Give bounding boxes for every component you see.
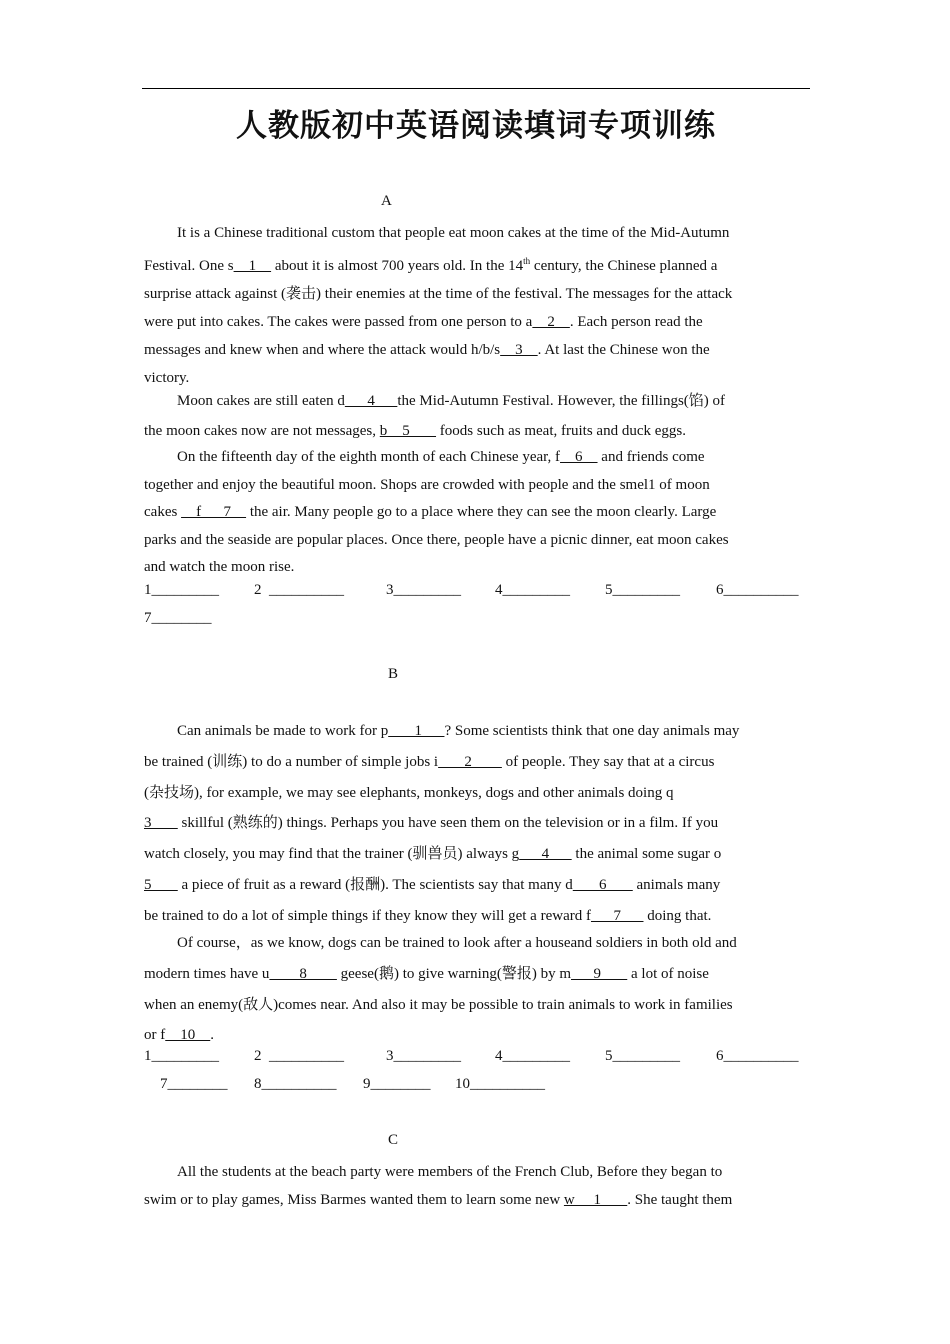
section-b-answer-lines xyxy=(144,1048,808,1098)
blank-c1: w 1 xyxy=(563,1192,628,1208)
text-line: be trained (训练) to do a number of simple jobs i 2 of people. They say that at a circus xyxy=(144,753,715,770)
blank-a6: 6 xyxy=(560,449,598,465)
blank-b7: 7 xyxy=(590,907,644,924)
text-line: swim or to play games, Miss Barmes wanted them to learn some new w 1 . She taught them xyxy=(144,1192,733,1208)
text-line: watch closely, you may find that the trainer (驯兽员) always g 4 the animal some sugar o xyxy=(144,846,722,863)
answer-line[interactable]: 2 __________ xyxy=(254,1048,344,1064)
section-b-heading: B xyxy=(388,666,399,682)
text-line: 3 skillful (熟练的) things. Perhaps you have seen them on the television or in a film. If you xyxy=(144,815,719,832)
answer-line[interactable]: 8__________ xyxy=(254,1076,337,1092)
answer-line[interactable]: 9________ xyxy=(363,1076,431,1092)
answer-line[interactable]: 6__________ xyxy=(716,1048,799,1064)
text-line: parks and the seaside are popular places. Once there, people have a picnic dinner, eat moon cakes xyxy=(144,531,729,548)
answer-line[interactable]: 4_________ xyxy=(495,582,570,598)
blank-b4: 4 xyxy=(519,846,572,863)
answer-line[interactable]: 7________ xyxy=(160,1076,228,1092)
section-b-paragraph-2 xyxy=(144,928,814,1051)
text-line: Moon cakes are still eaten d 4 the Mid-Autumn Festival. However, the fillings(馅) of xyxy=(177,393,726,409)
text-line: be trained to do a lot of simple things if they know they will get a reward f 7 doing that. xyxy=(144,907,712,924)
blank-b9: 9 xyxy=(571,965,628,982)
text-line: (杂技场), for example, we may see elephants, monkeys, dogs and other animals doing q xyxy=(144,784,674,801)
section-a-paragraph-1 xyxy=(144,219,808,392)
text-line: when an enemy(敌人)comes near. And also it may be possible to train animals to work in families xyxy=(144,996,733,1013)
text-line: together and enjoy the beautiful moon. Shops are crowded with people and the smel1 of moon xyxy=(144,476,710,493)
text-line: Of course，as we know, dogs can be trained to look after a houseand soldiers in both old and xyxy=(177,935,737,951)
blank-b5: 5 xyxy=(144,876,178,893)
text-line: cakes f 7 the air. Many people go to a place where they can see the moon clearly. Large xyxy=(144,504,717,520)
section-c-heading: C xyxy=(388,1132,399,1148)
blank-a7: f 7 xyxy=(181,504,247,520)
text-line: messages and knew when and where the attack would h/b/s 3 . At last the Chinese won the xyxy=(144,342,710,358)
section-a-paragraph-2 xyxy=(144,386,808,446)
blank-a5: b 5 xyxy=(379,423,437,439)
text-line: and watch the moon rise. xyxy=(144,559,295,575)
blank-a2: 2 xyxy=(532,314,570,330)
blank-b3: 3 xyxy=(144,815,178,832)
blank-b2: 2 xyxy=(438,753,502,770)
text-line: 5 a piece of fruit as a reward (报酬). The scientists say that many d 6 animals many xyxy=(144,876,721,893)
text-line: modern times have u 8 geese(鹅) to give warning(警报) by m 9 a lot of noise xyxy=(144,965,709,982)
text-line: All the students at the beach party were members of the French Club, Before they began to xyxy=(177,1164,723,1180)
section-a-paragraph-3 xyxy=(144,444,808,582)
blank-a1: 1 xyxy=(233,258,272,274)
section-a-answer-lines xyxy=(144,582,808,632)
answer-line[interactable]: 3_________ xyxy=(386,582,461,598)
blank-b1: 1 xyxy=(388,723,445,739)
answer-line[interactable]: 3_________ xyxy=(386,1048,461,1064)
text-line: victory. xyxy=(144,370,190,386)
text-line: the moon cakes now are not messages, b 5 foods such as meat, fruits and duck eggs. xyxy=(144,423,686,439)
section-c-paragraph-1 xyxy=(144,1158,808,1214)
page-title: 人教版初中英语阅读填词专项训练 xyxy=(236,108,716,144)
answer-line[interactable]: 5_________ xyxy=(605,582,680,598)
top-rule xyxy=(142,88,810,89)
text-line: were put into cakes. The cakes were passed from one person to a 2 . Each person read the xyxy=(144,314,703,330)
blank-a4: 4 xyxy=(344,393,398,409)
section-b-paragraph-1 xyxy=(144,716,808,932)
text-line: Festival. One s 1 about it is almost 700 years old. In the 14th century, the Chinese planned a xyxy=(144,256,718,274)
answer-line[interactable]: 1_________ xyxy=(144,582,219,598)
text-line: It is a Chinese traditional custom that people eat moon cakes at the time of the Mid-Autumn xyxy=(177,225,730,241)
answer-line[interactable]: 1_________ xyxy=(144,1048,219,1064)
answer-line[interactable]: 10__________ xyxy=(455,1076,545,1092)
text-line: or f 10 . xyxy=(144,1027,214,1044)
answer-line[interactable]: 7________ xyxy=(144,610,212,626)
blank-a3: 3 xyxy=(500,342,538,358)
answer-line[interactable]: 5_________ xyxy=(605,1048,680,1064)
blank-b10: 10 xyxy=(165,1027,211,1044)
text-line: surprise attack against (袭击) their enemies at the time of the festival. The messages for the attack xyxy=(144,286,733,302)
answer-line[interactable]: 4_________ xyxy=(495,1048,570,1064)
answer-line[interactable]: 2 __________ xyxy=(254,582,344,598)
text-line: On the fifteenth day of the eighth month of each Chinese year, f 6 and friends come xyxy=(177,449,705,465)
blank-b8: 8 xyxy=(269,965,337,982)
blank-b6: 6 xyxy=(572,876,633,893)
answer-line[interactable]: 6__________ xyxy=(716,582,799,598)
section-a-heading: A xyxy=(381,193,392,209)
text-line: Can animals be made to work for p 1 ? Some scientists think that one day animals may xyxy=(177,723,740,739)
